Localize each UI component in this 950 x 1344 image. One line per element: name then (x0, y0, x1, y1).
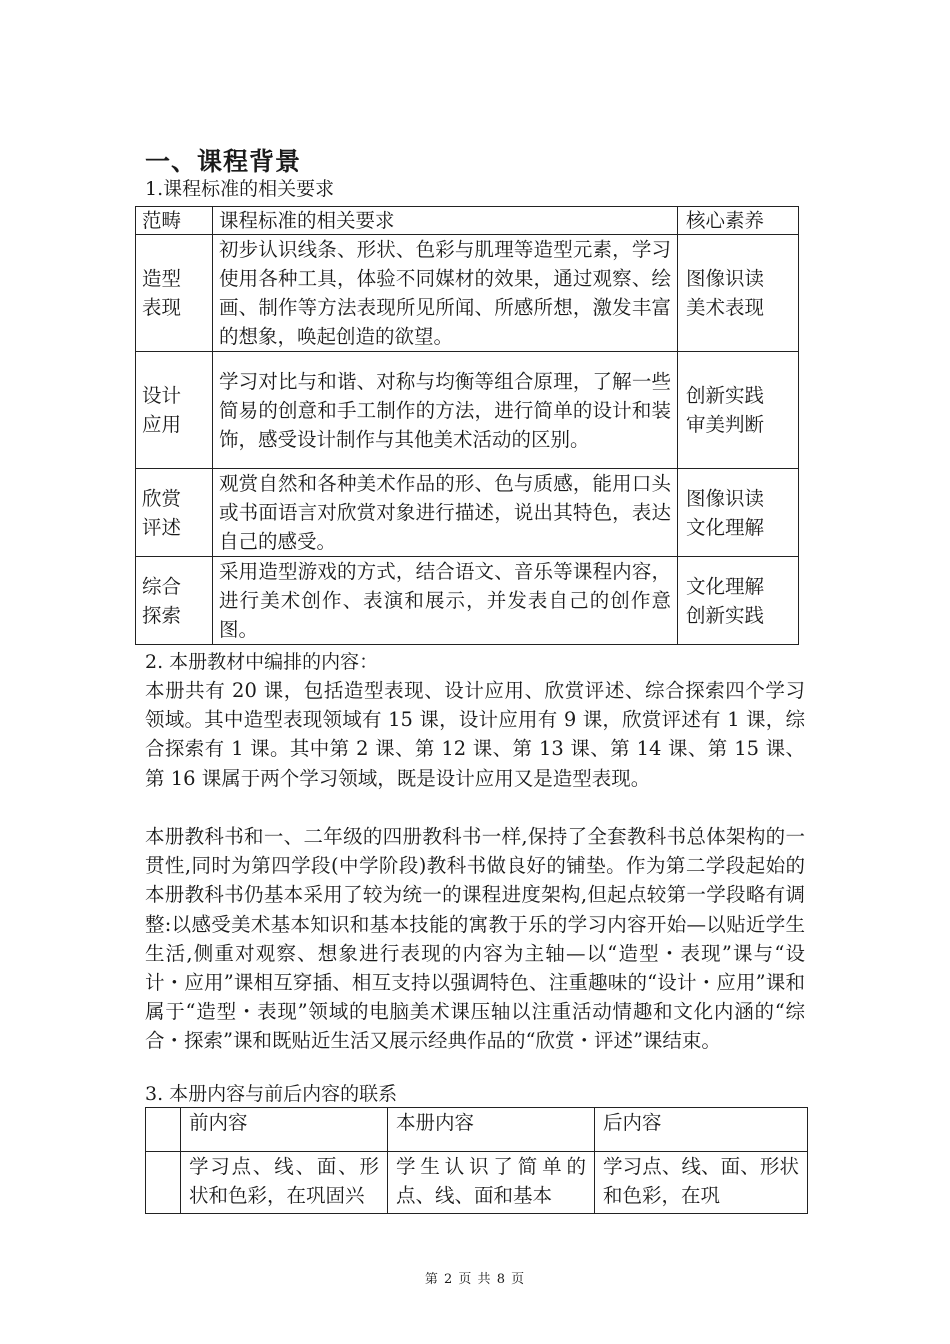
area-cell: 造型 表现 (136, 235, 213, 352)
core-cell: 图像识读 文化理解 (678, 469, 799, 557)
row-label-cell (146, 1152, 181, 1214)
header-cell-area: 范畴 (136, 207, 213, 235)
table-row (136, 469, 799, 557)
next-content-cell: 学习点、线、面、形状和色彩，在巩 (595, 1152, 808, 1214)
area-cell: 综合 探索 (136, 557, 213, 645)
header-cell-previous: 前内容 (181, 1108, 388, 1152)
table-header-row (146, 1108, 808, 1152)
section-heading: 一、课程背景 (145, 147, 302, 176)
requirement-cell: 观赏自然和各种美术作品的形、色与质感，能用口头或书面语言对欣赏对象进行描述，说出其特色，表达自己的感受。 (213, 469, 678, 557)
area-cell: 设计 应用 (136, 352, 213, 469)
core-cell: 图像识读 美术表现 (678, 235, 799, 352)
requirement-cell: 初步认识线条、形状、色彩与肌理等造型元素，学习使用各种工具，体验不同媒材的效果，通过观察、绘画、制作等方法表现所见所闻、所感所想，激发丰富的想象，唤起创造的欲望。 (213, 235, 678, 352)
requirement-cell: 学习对比与和谐、对称与均衡等组合原理，了解一些简易的创意和手工制作的方法，进行简单的设计和装饰，感受设计制作与其他美术活动的区别。 (213, 352, 678, 469)
paragraph-structure: 本册教科书和一、二年级的四册教科书一样,保持了全套教科书总体架构的一贯性,同时为第四学段(中学阶段)教科书做良好的铺垫。作为第二学段起始的本册教科书仍基本采用了较为统一的课程进度架构,但起点较第一学段略有调整:以感受美术基本知识和基本技能的寓教于乐的学习内容开始—以贴近学生生活,侧重对观察、想象进行表现的内容为主轴—以“造型・表现”课与“设计・应用”课相互穿插、相互支持以强调特色、注重趣味的“设计・应用”课和属于“造型・表现”领域的电脑美术课压轴以注重活动情趣和文化内涵的“综合・探索”课和既贴近生活又展示经典作品的“欣赏・评述”课结束。 (145, 825, 805, 1053)
content-relation-table (145, 1107, 808, 1214)
table-row (136, 557, 799, 645)
table-row (146, 1152, 808, 1214)
table-row (136, 235, 799, 352)
subsection-title-3: 3. 本册内容与前后内容的联系 (145, 1083, 398, 1105)
core-cell: 创新实践 审美判断 (678, 352, 799, 469)
area-cell: 欣赏 评述 (136, 469, 213, 557)
previous-content-cell: 学习点、线、面、形状和色彩，在巩固兴 (181, 1152, 388, 1214)
core-cell: 文化理解 创新实践 (678, 557, 799, 645)
subsection-title-1: 1.课程标准的相关要求 (145, 178, 335, 200)
paragraph-lesson-count: 本册共有 20 课，包括造型表现、设计应用、欣赏评述、综合探索四个学习领域。其中造型表现领域有 15 课，设计应用有 9 课，欣赏评述有 1 课，综合探索有 1 课。其中第 2 课、第 12 课、第 13 课、第 14 课、第 15 课、第 16 课属于两个学习领域，既是设计应用又是造型表现。 (145, 679, 805, 790)
curriculum-standards-table (135, 206, 799, 645)
header-cell-core: 核心素养 (678, 207, 799, 235)
requirement-cell: 采用造型游戏的方式，结合语文、音乐等课程内容，进行美术创作、表演和展示，并发表自己的创作意图。 (213, 557, 678, 645)
current-content-cell: 学生认识了简单的点、线、面和基本 (388, 1152, 595, 1214)
header-cell-requirement: 课程标准的相关要求 (213, 207, 678, 235)
header-cell-empty (146, 1108, 181, 1152)
table-row (136, 352, 799, 469)
table-header-row (136, 207, 799, 235)
page-footer: 第 2 页 共 8 页 (424, 1272, 526, 1287)
header-cell-next: 后内容 (595, 1108, 808, 1152)
subsection-title-2: 2. 本册教材中编排的内容： (145, 651, 379, 673)
header-cell-current: 本册内容 (388, 1108, 595, 1152)
